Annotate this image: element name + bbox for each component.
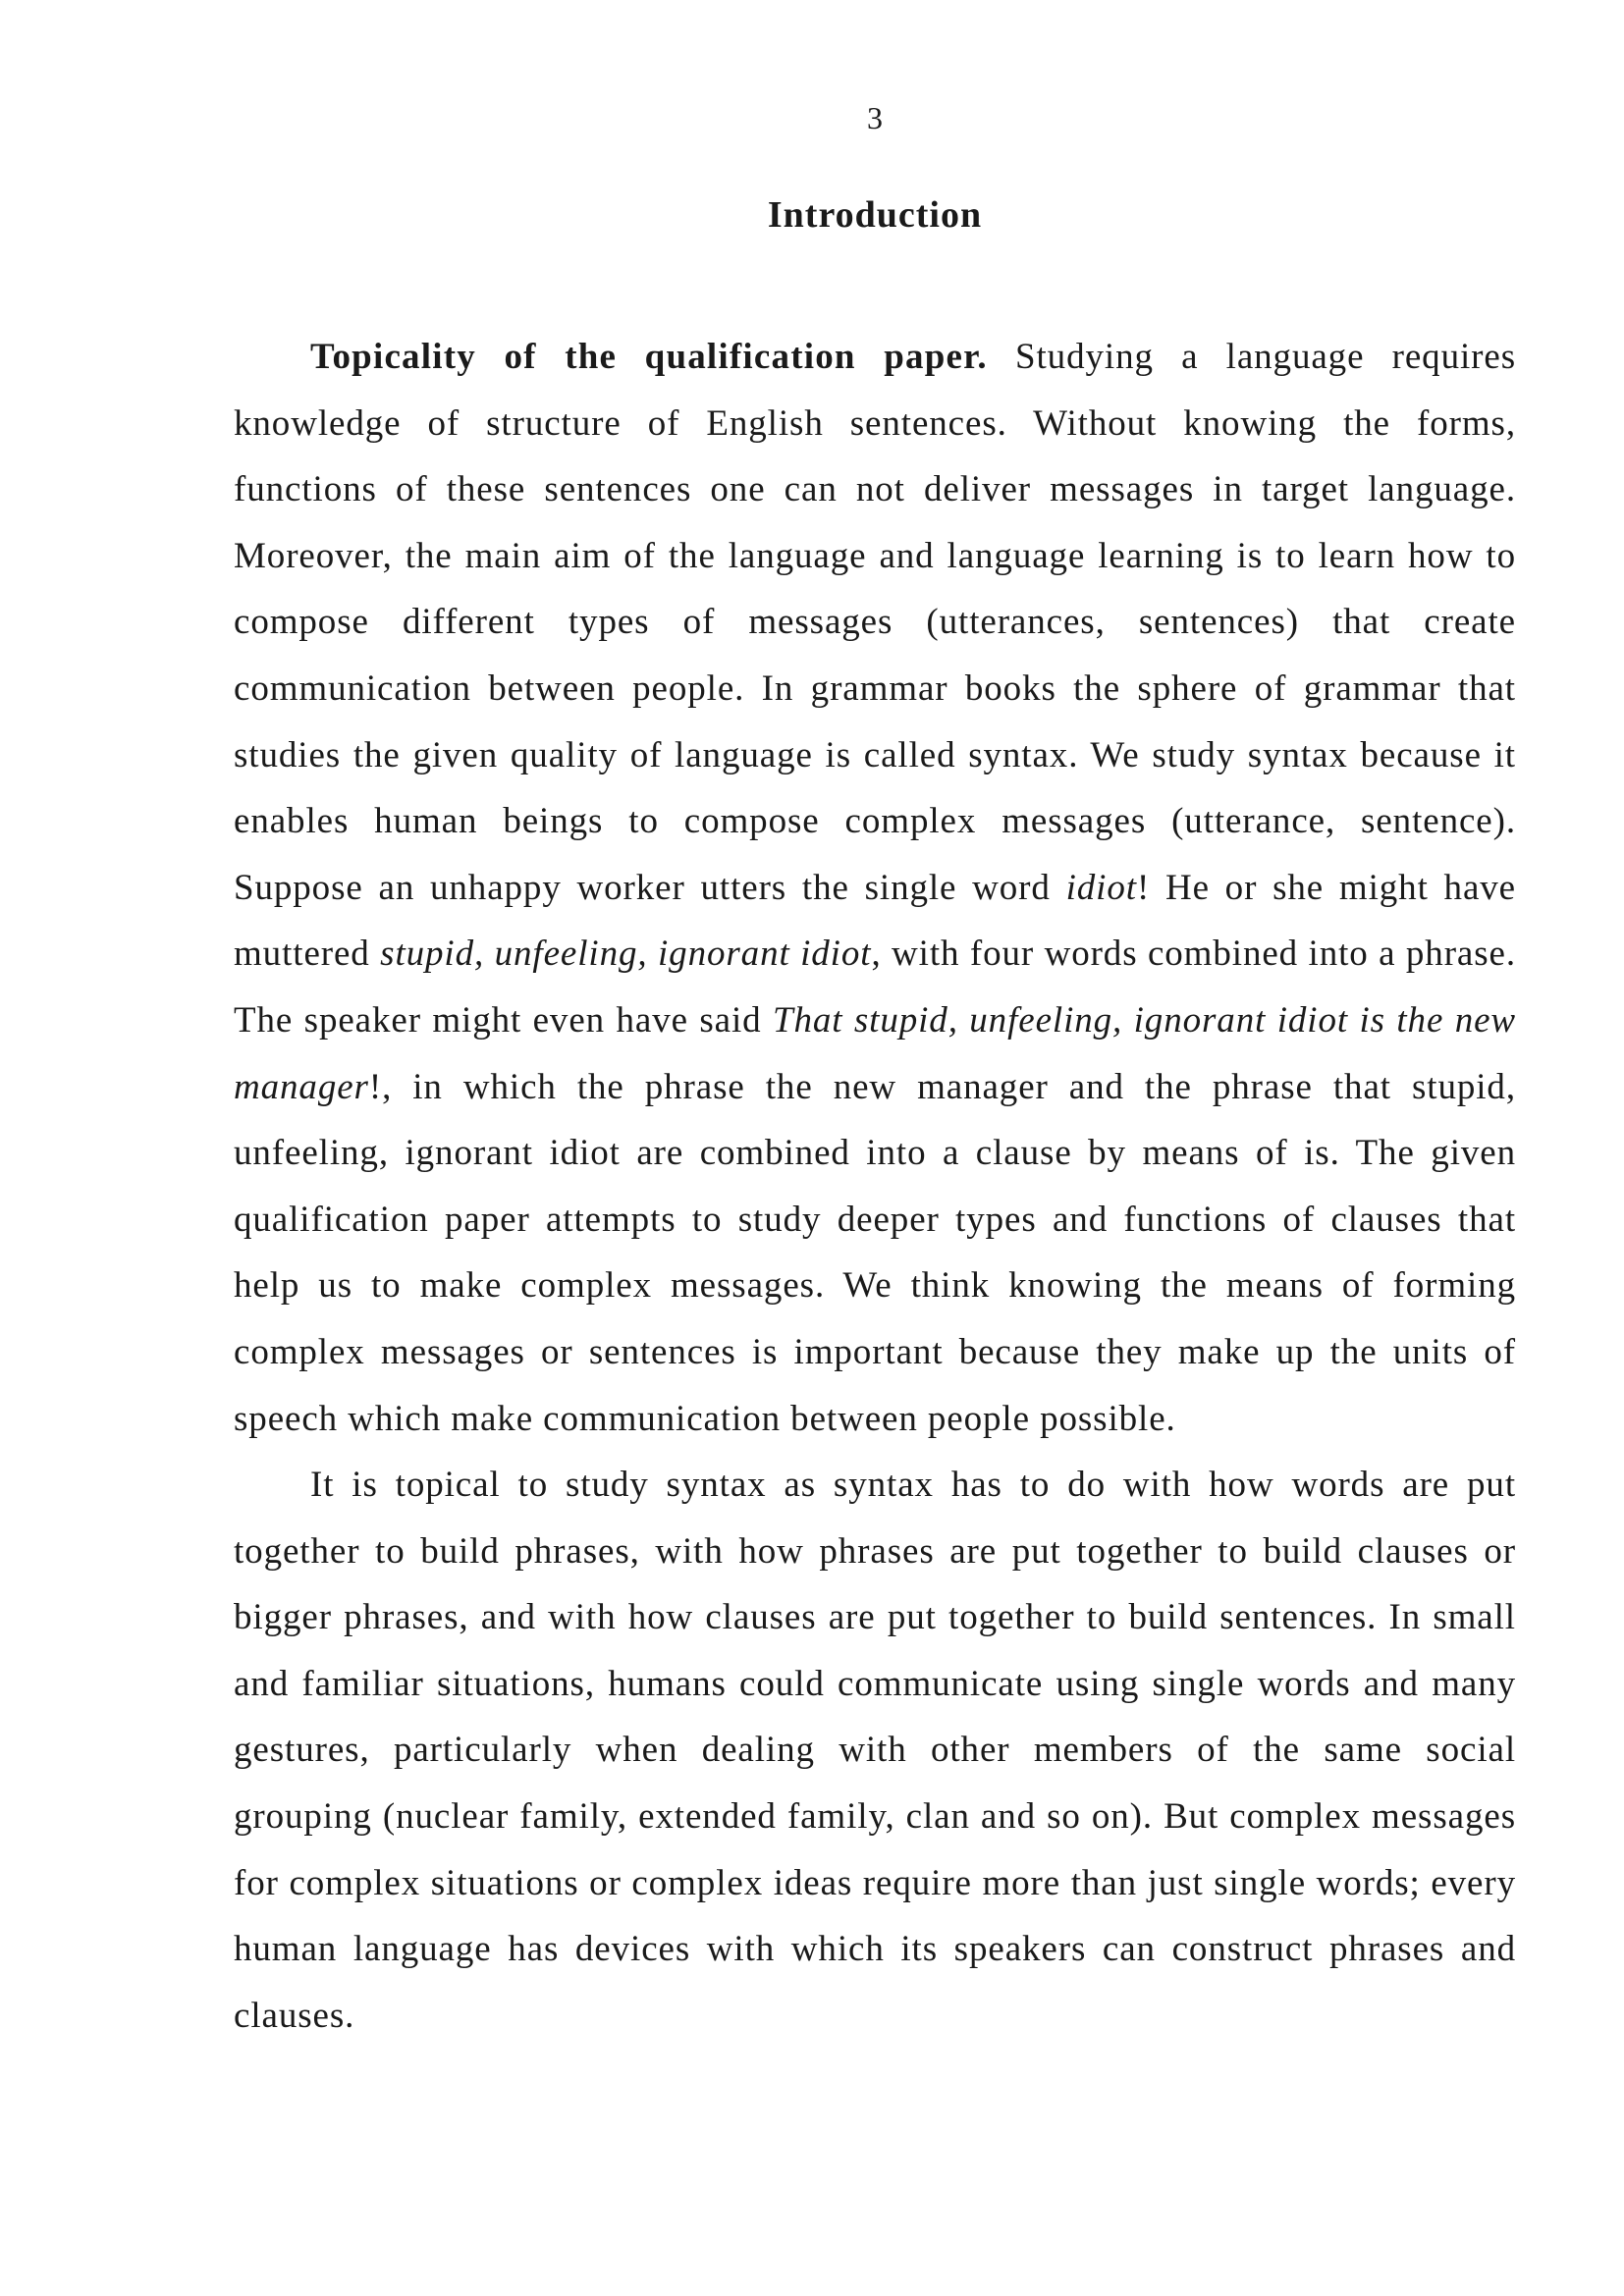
paragraph-syntax — [234, 1452, 1516, 2049]
text-segment: Studying a language requires knowledge of structure of English sentences. Without knowing the forms, functions of these sentences one can not deliver messages in target language. Moreover, the main aim of the language and language learning is to learn how to compose different types of messages (utterances, sentences) that create communication between people. In grammar books the sphere of grammar that studies the given quality of language is called syntax. We study syntax because it enables human beings to compose complex messages (utterance, sentence). Suppose an unhappy worker utters the single word — [234, 337, 1516, 908]
example-word: idiot — [1065, 867, 1137, 908]
text-segment: !, in which the phrase the new manager and the phrase that stupid, unfeeling, ignorant idiot are combined into a clause by means of is. The given qualification paper attempts to study deeper types and functions of clauses that help us to make complex messages. We think knowing the means of forming complex messages or sentences is important because they make up the units of speech which make communication between people possible. — [234, 1066, 1516, 1439]
text-segment: , with four words combined into a phrase. The speaker might even have said — [234, 934, 1517, 1041]
paragraph-topicality — [234, 324, 1516, 1452]
paragraph-lead: Topicality of the qualification paper. — [310, 337, 988, 377]
page-number: 3 — [867, 100, 883, 135]
example-clause: That stupid, unfeeling, ignorant idiot is the new manager — [234, 999, 1516, 1107]
section-heading: Introduction — [767, 194, 983, 236]
example-phrase: stupid, unfeeling, ignorant idiot — [380, 934, 872, 975]
text-segment: It is topical to study syntax as syntax has to do with how words are put together to build phrases, with how phrases are put together to build clauses or bigger phrases, and with how clauses are put together to build sentences. In small and familiar situations, humans could communicate using single words and many gestures, particularly when dealing with other members of the same social grouping (nuclear family, extended family, clan and so on). But complex messages for complex situations or complex ideas require more than just single words; every human language has devices with which its speakers can construct phrases and clauses. — [234, 1465, 1516, 2036]
text-segment: ! He or she might have muttered — [234, 867, 1516, 975]
body-text — [234, 324, 1516, 2049]
